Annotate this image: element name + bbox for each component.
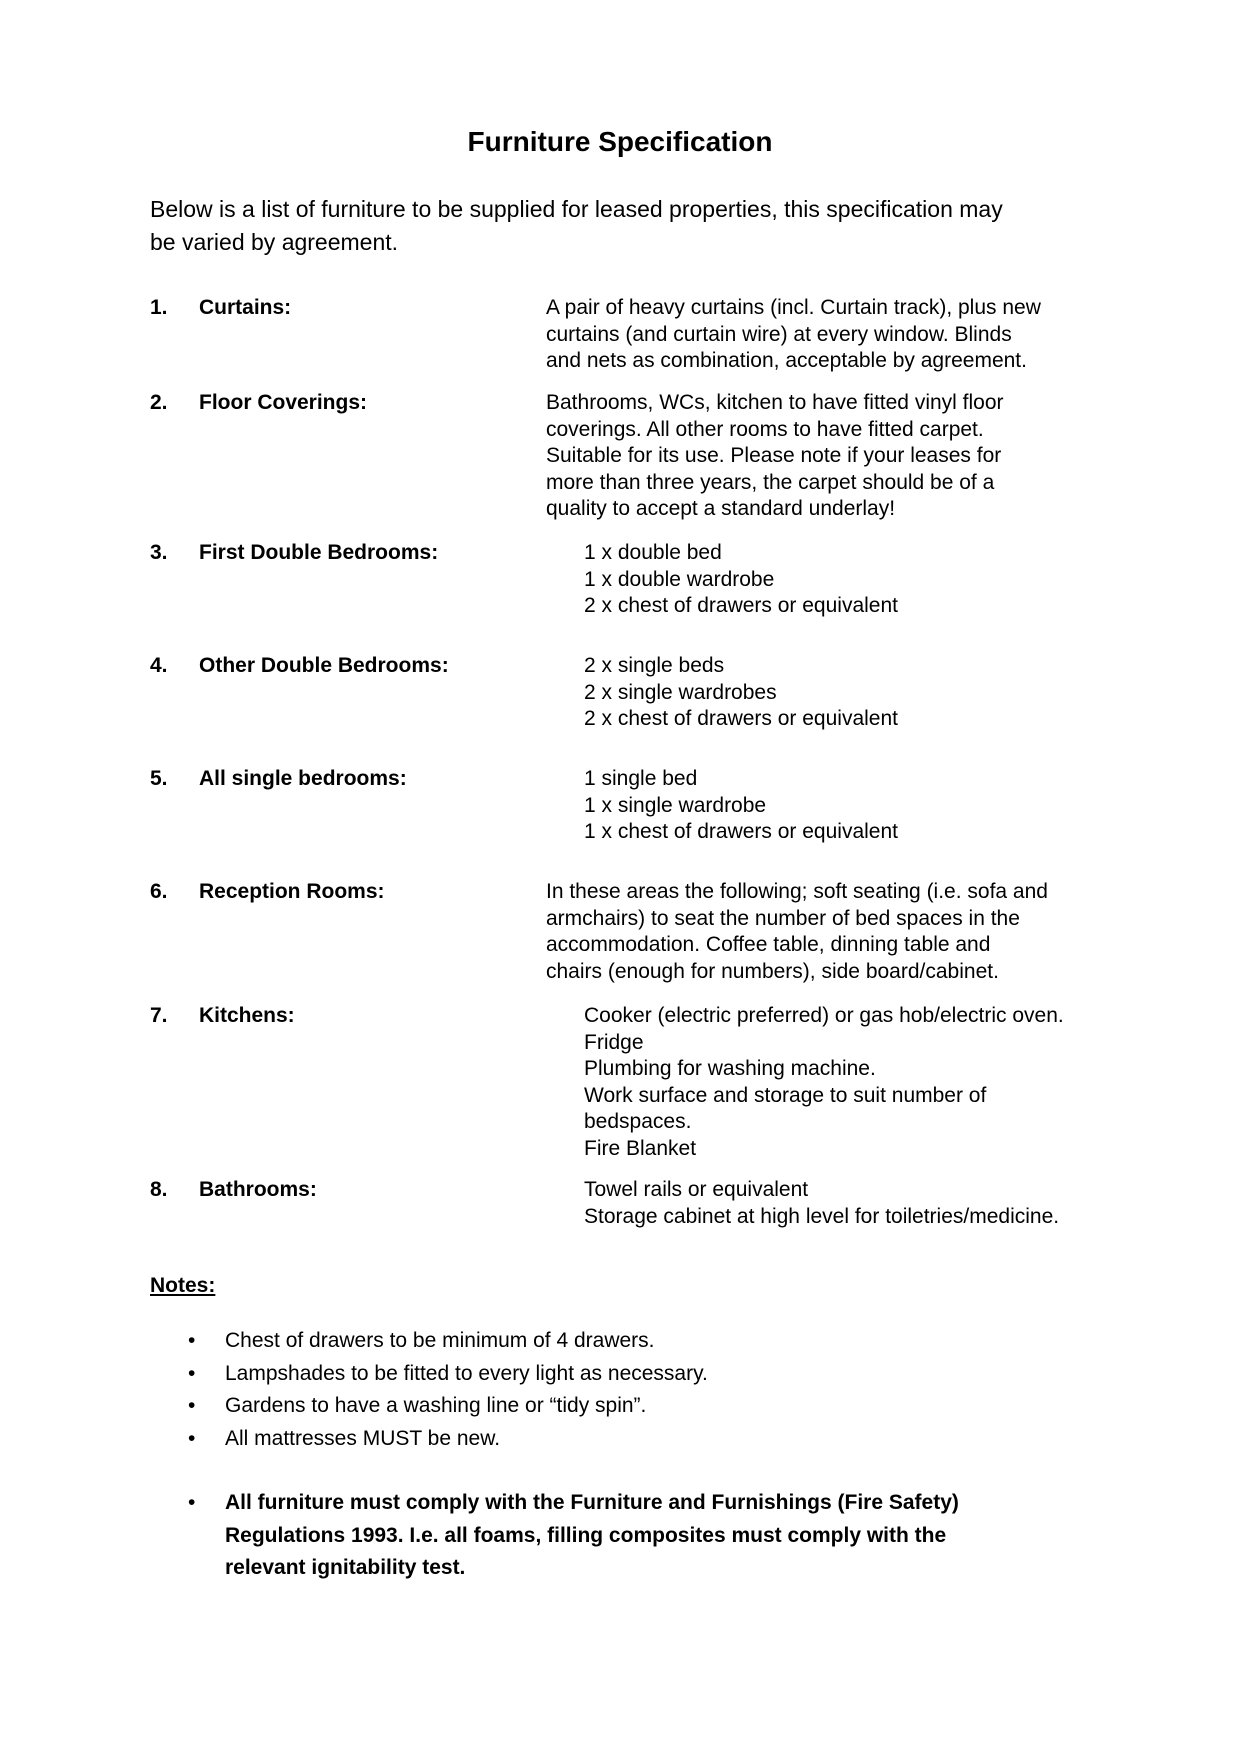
description-line: 1 x double bed (584, 541, 722, 564)
description-line: 2 x single beds (584, 654, 725, 677)
description-line: In these areas the following; soft seating (i.e. sofa and (546, 880, 1048, 903)
item-label: Curtains: (199, 296, 292, 319)
description-line: bedspaces. (584, 1110, 692, 1133)
description-line: 1 x chest of drawers or equivalent (584, 820, 898, 843)
description-line: 1 single bed (584, 767, 698, 790)
description-line: accommodation. Coffee table, dinning table and (546, 933, 991, 956)
description-line: A pair of heavy curtains (incl. Curtain track), plus new (546, 296, 1041, 319)
description-line: Bathrooms, WCs, kitchen to have fitted vinyl floor (546, 391, 1004, 414)
fire-safety-line: All furniture must comply with the Furniture and Furnishings (Fire Safety) (225, 1491, 959, 1514)
item-description (584, 766, 1124, 846)
item-number: 7. (150, 1004, 168, 1027)
description-line: Suitable for its use. Please note if your leases for (546, 444, 1002, 467)
item-number: 1. (150, 296, 168, 319)
item-label: Kitchens: (199, 1004, 295, 1027)
description-line: chairs (enough for numbers), side board/cabinet. (546, 959, 999, 983)
fire-safety-note (150, 1487, 1080, 1585)
item-description (546, 295, 1106, 375)
description-line: 1 x single wardrobe (584, 793, 767, 817)
item-label: Reception Rooms: (199, 880, 385, 903)
description-line: 2 x single wardrobes (584, 680, 777, 704)
bullet-icon: • (188, 1329, 196, 1352)
item-number: 6. (150, 880, 168, 903)
note-text: Gardens to have a washing line or “tidy spin”. (225, 1394, 647, 1417)
description-line: 2 x chest of drawers or equivalent (584, 707, 898, 730)
description-line: Work surface and storage to suit number of (584, 1083, 987, 1107)
item-label: First Double Bedrooms: (199, 541, 439, 564)
fire-safety-text (225, 1487, 1080, 1585)
note-text: All mattresses MUST be new. (225, 1426, 501, 1450)
note-item (150, 1423, 1080, 1456)
intro-paragraph (150, 193, 1080, 259)
note-text: Lampshades to be fitted to every light as necessary. (225, 1361, 708, 1385)
item-description (584, 1003, 1124, 1162)
description-line: Fire Blanket (584, 1136, 697, 1160)
fire-safety-line: Regulations 1993. I.e. all foams, filling composites must comply with the (225, 1523, 947, 1547)
description-line: Towel rails or equivalent (584, 1178, 809, 1201)
bullet-icon: • (188, 1394, 196, 1417)
description-line: Plumbing for washing machine. (584, 1057, 876, 1080)
item-number: 3. (150, 541, 168, 564)
page-title: Furniture Specification (467, 126, 773, 157)
item-description (546, 390, 1106, 523)
description-line: quality to accept a standard underlay! (546, 497, 896, 520)
description-line: and nets as combination, acceptable by agreement. (546, 349, 1027, 372)
note-item (150, 1325, 1080, 1358)
notes-heading: Notes: (150, 1274, 216, 1297)
note-item (150, 1390, 1080, 1423)
intro-line: Below is a list of furniture to be supplied for leased properties, this specification may (150, 196, 1003, 222)
notes-list (150, 1325, 1080, 1455)
item-description (584, 540, 1124, 620)
item-number: 4. (150, 654, 168, 677)
bullet-icon: • (188, 1491, 196, 1514)
note-text: Chest of drawers to be minimum of 4 drawers. (225, 1329, 655, 1352)
item-description (584, 653, 1124, 733)
description-line: more than three years, the carpet should be of a (546, 470, 995, 494)
item-label: Bathrooms: (199, 1178, 317, 1201)
description-line: curtains (and curtain wire) at every window. Blinds (546, 322, 1012, 346)
item-label: All single bedrooms: (199, 767, 407, 790)
description-line: 2 x chest of drawers or equivalent (584, 594, 898, 617)
description-line: Cooker (electric preferred) or gas hob/electric oven. (584, 1004, 1064, 1027)
item-label: Other Double Bedrooms: (199, 654, 449, 677)
fire-safety-line: relevant ignitability test. (225, 1556, 466, 1579)
description-line: 1 x double wardrobe (584, 567, 775, 591)
item-description (584, 1177, 1124, 1230)
item-number: 5. (150, 767, 168, 790)
item-number: 8. (150, 1178, 168, 1201)
item-description (546, 879, 1106, 985)
description-line: Fridge (584, 1030, 644, 1054)
item-label: Floor Coverings: (199, 391, 368, 414)
bullet-icon: • (188, 1361, 196, 1385)
description-line: coverings. All other rooms to have fitted carpet. (546, 417, 984, 441)
note-item (150, 1358, 1080, 1391)
intro-line: be varied by agreement. (150, 229, 399, 255)
item-number: 2. (150, 391, 168, 414)
bullet-icon: • (188, 1426, 196, 1450)
description-line: Storage cabinet at high level for toiletries/medicine. (584, 1204, 1060, 1228)
description-line: armchairs) to seat the number of bed spaces in the (546, 906, 1020, 930)
